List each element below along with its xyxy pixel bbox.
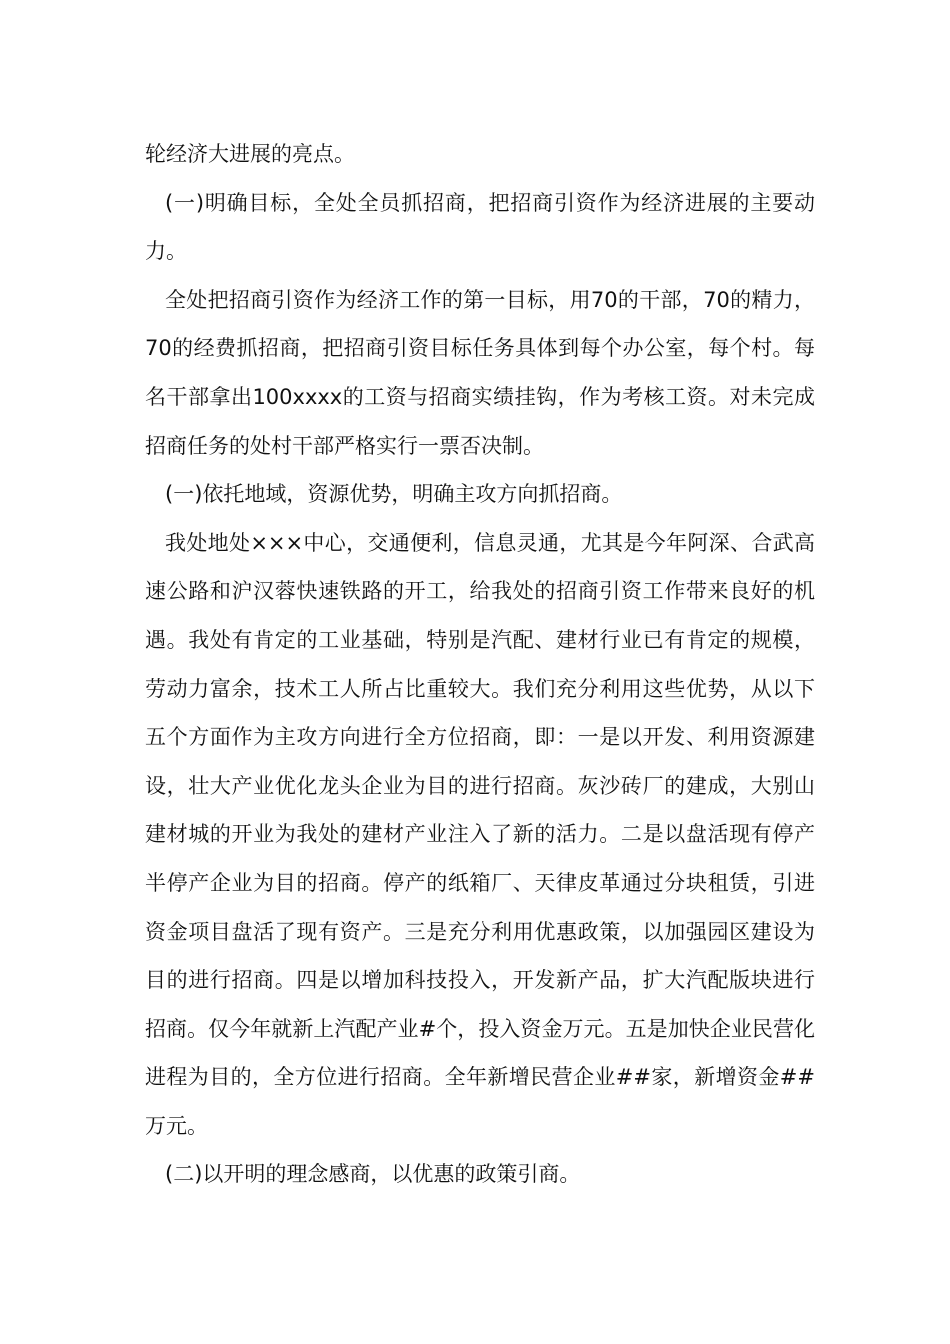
document-body xyxy=(145,130,815,1199)
paragraph-4: (一)依托地域，资源优势，明确主攻方向抓招商。 xyxy=(165,482,623,507)
paragraph-2: (一)明确目标，全处全员抓招商，把招商引资作为经济进展的主要动力。 xyxy=(145,190,815,264)
paragraph-5: 我处地处×××中心，交通便利，信息灵通，尤其是今年阿深、合武高速公路和沪汉蓉快速铁路的开工，给我处的招商引资工作带来良好的机遇。我处有肯定的工业基础，特别是汽配、建材行业已有肯定的规模，劳动力富余，技术工人所占比重较大。我们充分利用这些优势，从以下五个方面作为主攻方向进行全方位招商，即：一是以开发、利用资源建设，壮大产业优化龙头企业为目的进行招商。灰沙砖厂的建成，大别山建材城的开业为我处的建材产业注入了新的活力。二是以盘活现有停产半停产企业为目的招商。停产的纸箱厂、天律皮革通过分块租赁，引进资金项目盘活了现有资产。三是充分利用优惠政策，以加强园区建设为目的进行招商。四是以增加科技投入，开发新产品，扩大汽配版块进行招商。仅今年就新上汽配产业#个，投入资金万元。五是加快企业民营化进程为目的，全方位进行招商。全年新增民营企业##家，新增资金##万元。 xyxy=(145,530,815,1138)
paragraph-1: 轮经济大进展的亮点。 xyxy=(145,142,355,166)
paragraph-3: 全处把招商引资作为经济工作的第一目标，用70的干部，70的精力，70的经费抓招商，把招商引资目标任务具体到每个办公室，每个村。每名干部拿出100xxxx的工资与招商实绩挂钩，作为考核工资。对未完成招商任务的处村干部严格实行一票否决制。 xyxy=(145,287,815,458)
paragraph-6: (二)以开明的理念感商，以优惠的政策引商。 xyxy=(165,1162,581,1187)
